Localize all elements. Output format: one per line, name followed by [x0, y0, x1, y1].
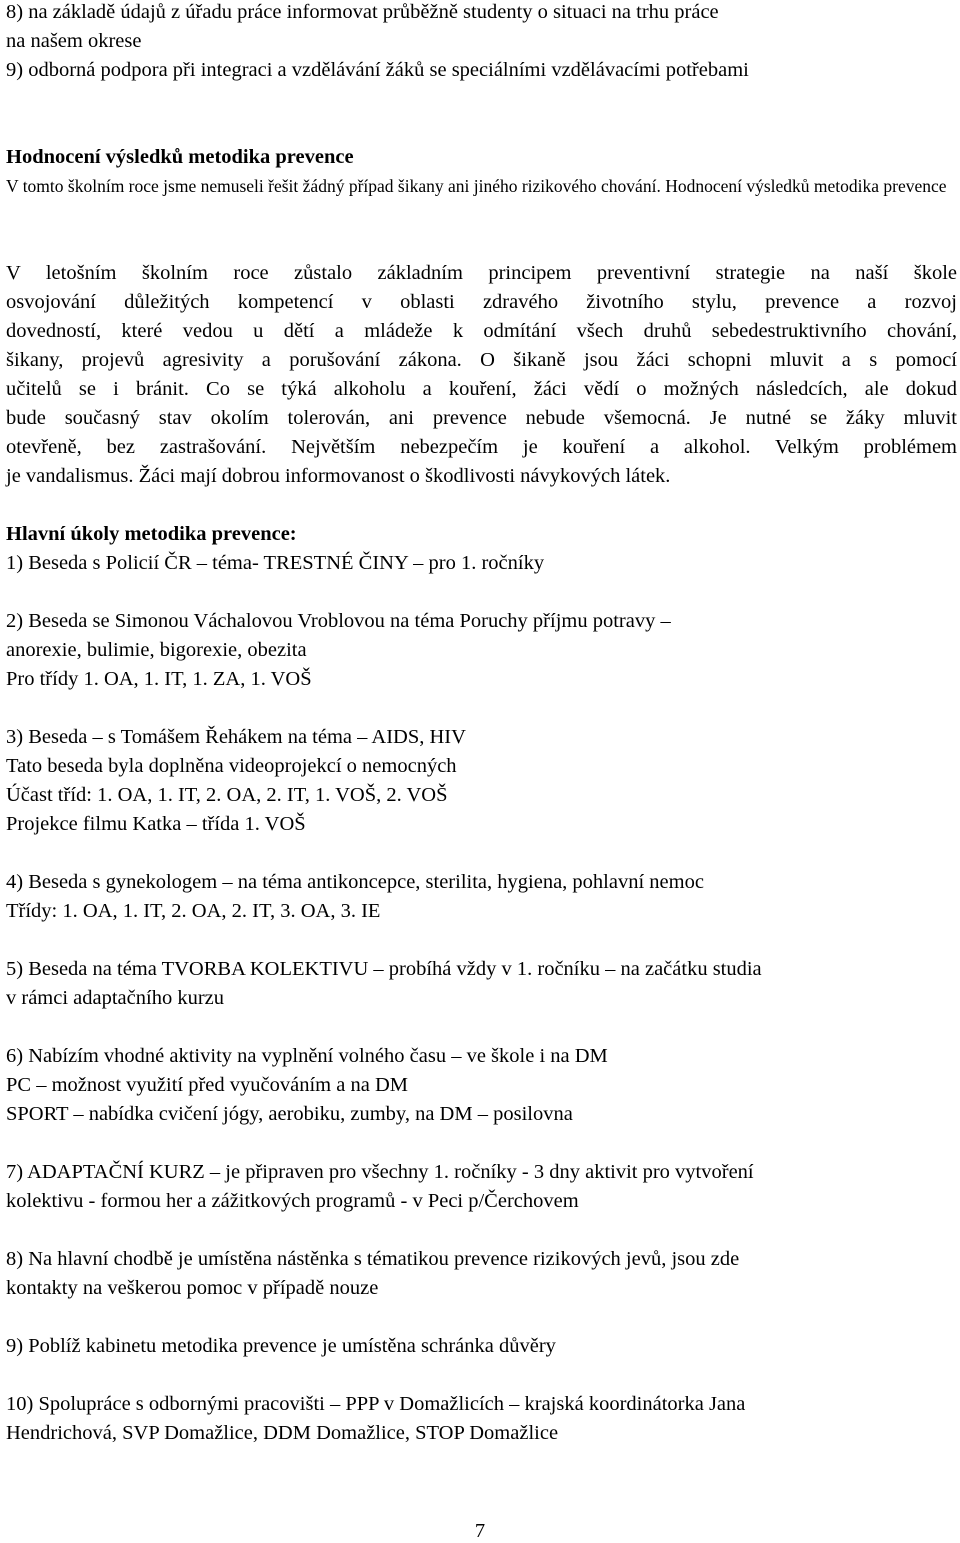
- task-8-detail: kontakty na veškerou pomoc v případě nouze: [6, 1277, 379, 1299]
- task-5: 5) Beseda na téma TVORBA KOLEKTIVU – probíhá vždy v 1. ročníku – na začátku studia: [6, 958, 762, 980]
- paragraph-line: osvojování důležitých kompetencí v oblasti zdravého životního stylu, prevence a rozvoj: [6, 291, 957, 313]
- task-3-detail: Účast tříd: 1. OA, 1. IT, 2. OA, 2. IT, 1. VOŠ, 2. VOŠ: [6, 784, 448, 806]
- paragraph-line: dovedností, které vedou u dětí a mládeže k odmítání všech druhů sebedestruktivního chování,: [6, 320, 957, 342]
- task-6-detail: SPORT – nabídka cvičení jógy, aerobiku, zumby, na DM – posilovna: [6, 1103, 573, 1125]
- task-1: 1) Beseda s Policií ČR – téma- TRESTNÉ ČINY – pro 1. ročníky: [6, 552, 545, 574]
- task-7: 7) ADAPTAČNÍ KURZ – je připraven pro všechny 1. ročníky - 3 dny aktivit pro vytvoření: [6, 1161, 754, 1183]
- task-10: 10) Spolupráce s odbornými pracovišti – PPP v Domažlicích – krajská koordinátorka Jana: [6, 1393, 746, 1415]
- paragraph-line: učitelů se i bránit. Co se týká alkoholu a kouření, žáci vědí o možných následcích, ale dokud: [6, 378, 957, 400]
- task-5-detail: v rámci adaptačního kurzu: [6, 987, 225, 1009]
- task-3-detail: Projekce filmu Katka – třída 1. VOŠ: [6, 813, 306, 835]
- paragraph-line: je vandalismus. Žáci mají dobrou informovanost o škodlivosti návykových látek.: [6, 465, 671, 487]
- task-9: 9) Poblíž kabinetu metodika prevence je umístěna schránka důvěry: [6, 1335, 556, 1357]
- task-2-detail: anorexie, bulimie, bigorexie, obezita: [6, 639, 307, 661]
- task-7-detail: kolektivu - formou her a zážitkových programů - v Peci p/Čerchovem: [6, 1190, 579, 1212]
- task-6: 6) Nabízím vhodné aktivity na vyplnění volného času – ve škole i na DM: [6, 1045, 608, 1067]
- section-heading-tasks: Hlavní úkoly metodika prevence:: [6, 523, 297, 545]
- task-2-detail: Pro třídy 1. OA, 1. IT, 1. ZA, 1. VOŠ: [6, 668, 312, 690]
- paragraph-line: V letošním školním roce zůstalo základním principem preventivní strategie na naší škole: [6, 262, 957, 284]
- task-3-detail: Tato beseda byla doplněna videoprojekcí o nemocných: [6, 755, 457, 777]
- task-2: 2) Beseda se Simonou Váchalovou Vroblovou na téma Poruchy příjmu potravy –: [6, 610, 671, 632]
- paragraph-line: otevřeně, bez zastrašování. Největším nebezpečím je kouření a alkohol. Velkým problémem: [6, 436, 957, 458]
- list-item-9: 9) odborná podpora při integraci a vzdělávání žáků se speciálními vzdělávacími potřebami: [6, 59, 749, 81]
- paragraph-line: šikany, projevů agresivity a porušování zákona. O šikaně jsou žáci schopni mluvit a s pomocí: [6, 349, 957, 371]
- task-3: 3) Beseda – s Tomášem Řehákem na téma – AIDS, HIV: [6, 726, 466, 748]
- task-4-detail: Třídy: 1. OA, 1. IT, 2. OA, 2. IT, 3. OA, 3. IE: [6, 900, 381, 922]
- task-10-detail: Hendrichová, SVP Domažlice, DDM Domažlice, STOP Domažlice: [6, 1422, 559, 1444]
- paragraph-line: bude současný stav okolím tolerován, ani prevence nebude všemocná. Je nutné se žáky mluvit: [6, 407, 957, 429]
- list-item-8-line2: na našem okrese: [6, 30, 142, 52]
- list-item-8-line1: 8) na základě údajů z úřadu práce informovat průběžně studenty o situaci na trhu práce: [6, 1, 719, 23]
- page-number: 7: [474, 1520, 486, 1542]
- task-6-detail: PC – možnost využití před vyučováním a na DM: [6, 1074, 408, 1096]
- evaluation-sentence: V tomto školním roce jsme nemuseli řešit žádný případ šikany ani jiného rizikového chování. Hodnocení výsledků metodika prevence: [6, 176, 947, 196]
- section-heading-evaluation: Hodnocení výsledků metodika prevence: [6, 146, 354, 168]
- task-4: 4) Beseda s gynekologem – na téma antikoncepce, sterilita, hygiena, pohlavní nemoc: [6, 871, 704, 893]
- task-8: 8) Na hlavní chodbě je umístěna nástěnka s tématikou prevence rizikových jevů, jsou zde: [6, 1248, 740, 1270]
